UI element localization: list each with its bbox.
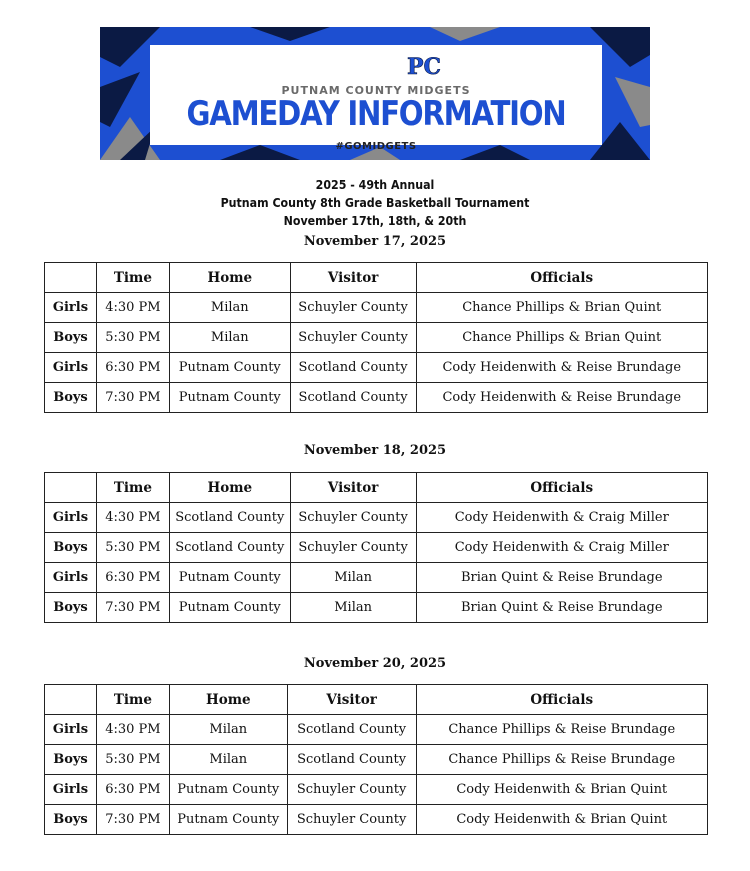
- table-row: [45, 745, 708, 775]
- visitor-cell: Schuyler County: [290, 323, 416, 353]
- visitor-cell: Schuyler County: [287, 775, 416, 805]
- team-cell: Girls: [45, 715, 97, 745]
- visitor-cell: Scotland County: [290, 383, 416, 413]
- heading-line-2: Putnam County 8th Grade Basketball Tournament: [220, 196, 530, 210]
- table-row: [45, 503, 708, 533]
- banner-title: GAMEDAY INFORMATION: [186, 94, 566, 134]
- visitor-cell: Schuyler County: [290, 293, 416, 323]
- time-cell: 4:30 PM: [96, 503, 169, 533]
- home-cell: Putnam County: [169, 383, 290, 413]
- table-row: [45, 593, 708, 623]
- officials-cell: Cody Heidenwith & Brian Quint: [416, 775, 708, 805]
- time-cell: 5:30 PM: [96, 323, 169, 353]
- gameday-banner: [100, 27, 650, 160]
- column-header-visitor: Visitor: [290, 263, 416, 293]
- officials-cell: Cody Heidenwith & Brian Quint: [416, 805, 708, 835]
- home-cell: Scotland County: [169, 533, 290, 563]
- time-cell: 6:30 PM: [96, 563, 169, 593]
- table-row: [45, 383, 708, 413]
- banner-subtitle: PUTNAM COUNTY MIDGETS: [281, 84, 471, 97]
- table-row: [45, 775, 708, 805]
- team-cell: Boys: [45, 593, 97, 623]
- officials-cell: Chance Phillips & Brian Quint: [416, 323, 708, 353]
- team-cell: Boys: [45, 745, 97, 775]
- time-cell: 6:30 PM: [96, 775, 169, 805]
- time-cell: 7:30 PM: [96, 383, 169, 413]
- column-header-team: [45, 263, 97, 293]
- table-row: [45, 323, 708, 353]
- time-cell: 7:30 PM: [96, 805, 169, 835]
- team-cell: Girls: [45, 293, 97, 323]
- officials-cell: Chance Phillips & Reise Brundage: [416, 715, 708, 745]
- banner-hashtag: #GOMIDGETS: [335, 141, 417, 152]
- officials-cell: Cody Heidenwith & Craig Miller: [416, 503, 707, 533]
- home-cell: Milan: [169, 745, 287, 775]
- table-row: [45, 805, 708, 835]
- visitor-cell: Scotland County: [287, 745, 416, 775]
- time-cell: 7:30 PM: [96, 593, 169, 623]
- visitor-cell: Scotland County: [290, 353, 416, 383]
- schedule-table-day-3: [44, 684, 708, 835]
- column-header-home: Home: [169, 263, 290, 293]
- table-row: [45, 533, 708, 563]
- team-cell: Boys: [45, 383, 97, 413]
- team-cell: Girls: [45, 353, 97, 383]
- home-cell: Putnam County: [169, 563, 290, 593]
- visitor-cell: Milan: [290, 563, 416, 593]
- heading-line-3: November 17th, 18th, & 20th: [283, 214, 467, 228]
- column-header-team: [45, 473, 97, 503]
- officials-cell: Cody Heidenwith & Craig Miller: [416, 533, 707, 563]
- pc-logo-icon: [404, 53, 444, 79]
- team-cell: Boys: [45, 533, 97, 563]
- officials-cell: Brian Quint & Reise Brundage: [416, 563, 707, 593]
- time-cell: 6:30 PM: [96, 353, 169, 383]
- officials-cell: Chance Phillips & Brian Quint: [416, 293, 708, 323]
- home-cell: Scotland County: [169, 503, 290, 533]
- team-cell: Girls: [45, 563, 97, 593]
- heading-line-1: 2025 - 49th Annual: [315, 178, 435, 192]
- team-cell: Boys: [45, 323, 97, 353]
- officials-cell: Brian Quint & Reise Brundage: [416, 593, 707, 623]
- visitor-cell: Schuyler County: [290, 503, 416, 533]
- home-cell: Putnam County: [169, 775, 287, 805]
- column-header-officials: Officials: [416, 473, 707, 503]
- column-header-visitor: Visitor: [290, 473, 416, 503]
- table-header-row: [45, 473, 708, 503]
- svg-text:PC: PC: [406, 54, 442, 79]
- visitor-cell: Schuyler County: [287, 805, 416, 835]
- column-header-time: Time: [96, 263, 169, 293]
- table-row: [45, 353, 708, 383]
- column-header-home: Home: [169, 473, 290, 503]
- visitor-cell: Schuyler County: [290, 533, 416, 563]
- visitor-cell: Scotland County: [287, 715, 416, 745]
- table-header-row: [45, 263, 708, 293]
- officials-cell: Cody Heidenwith & Reise Brundage: [416, 353, 708, 383]
- banner-card: [150, 45, 602, 152]
- column-header-officials: Officials: [416, 263, 708, 293]
- schedule-table-day-2: [44, 472, 708, 623]
- time-cell: 4:30 PM: [96, 715, 169, 745]
- column-header-team: [45, 685, 97, 715]
- time-cell: 5:30 PM: [96, 745, 169, 775]
- table-row: [45, 563, 708, 593]
- visitor-cell: Milan: [290, 593, 416, 623]
- column-header-time: Time: [96, 685, 169, 715]
- column-header-time: Time: [96, 473, 169, 503]
- schedule-table-day-1: [44, 262, 708, 413]
- table-row: [45, 293, 708, 323]
- table-header-row: [45, 685, 708, 715]
- column-header-visitor: Visitor: [287, 685, 416, 715]
- column-header-home: Home: [169, 685, 287, 715]
- home-cell: Putnam County: [169, 353, 290, 383]
- team-cell: Girls: [45, 503, 97, 533]
- officials-cell: Chance Phillips & Reise Brundage: [416, 745, 708, 775]
- column-header-officials: Officials: [416, 685, 708, 715]
- day-1-date: November 17, 2025: [303, 234, 447, 249]
- day-2-date: November 18, 2025: [303, 443, 447, 458]
- time-cell: 5:30 PM: [96, 533, 169, 563]
- home-cell: Putnam County: [169, 593, 290, 623]
- team-cell: Boys: [45, 805, 97, 835]
- home-cell: Milan: [169, 715, 287, 745]
- table-row: [45, 715, 708, 745]
- home-cell: Putnam County: [169, 805, 287, 835]
- day-3-date: November 20, 2025: [303, 656, 447, 671]
- home-cell: Milan: [169, 323, 290, 353]
- time-cell: 4:30 PM: [96, 293, 169, 323]
- team-cell: Girls: [45, 775, 97, 805]
- officials-cell: Cody Heidenwith & Reise Brundage: [416, 383, 708, 413]
- home-cell: Milan: [169, 293, 290, 323]
